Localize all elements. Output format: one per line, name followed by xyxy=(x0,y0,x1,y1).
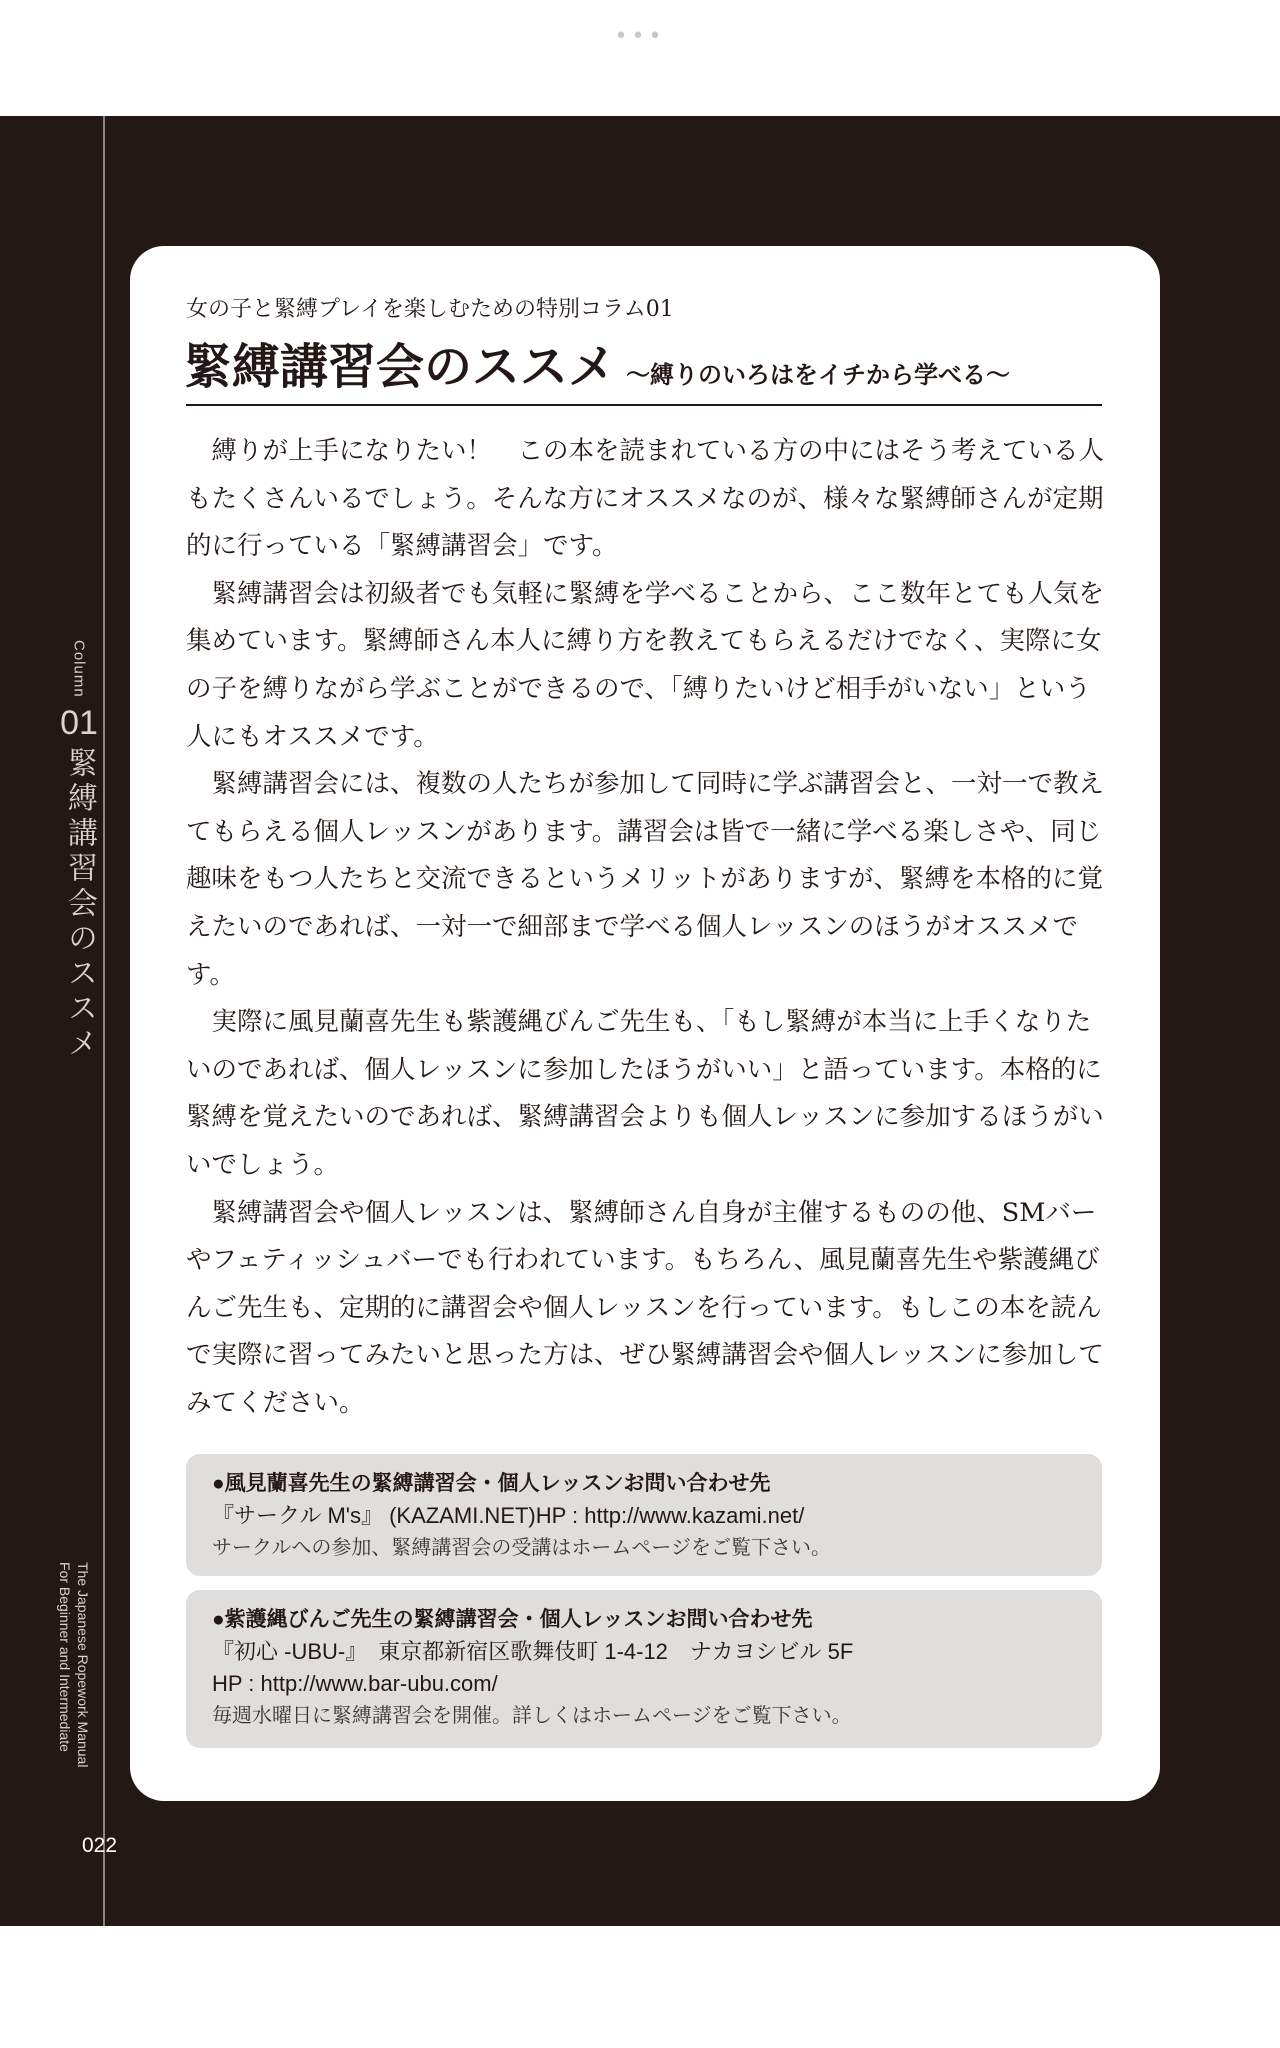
sidebar-column-label xyxy=(20,640,138,1062)
body-paragraph: 縛りが上手になりたい！ この本を読まれている方の中にはそう考えている人もたくさんいるでしょう。そんな方にオススメなのが、様々な緊縛師さんが定期的に行っている「緊縛講習会」です。 xyxy=(186,436,1105,562)
contact-box-kazami xyxy=(186,1454,1102,1576)
book-title-vertical xyxy=(34,1562,114,1767)
article-title: 緊縛講習会のススメ xyxy=(184,339,617,395)
article-subtitle: 〜縛りのいろはをイチから学べる〜 xyxy=(626,361,1011,389)
body-paragraph: 緊縛講習会や個人レッスンは、緊縛師さん自身が主催するものの他、SMバーやフェティッシュバーでも行われています。もちろん、風見蘭喜先生や紫護縄びんご先生も、定期的に講習会や個人レッスンを行っています。もしこの本を読んで実際に習ってみたいと思った方は、ぜひ緊縛講習会や個人レッスンに参加してみてください。 xyxy=(186,1197,1104,1418)
body-paragraph: 緊縛講習会には、複数の人たちが参加して同時に学ぶ講習会と、一対一で教えてもらえる個人レッスンがあります。講習会は皆で一緒に学べる楽しさや、同じ趣味をもつ人たちと交流できるというメリットがありますが、緊縛を本格的に覚えたいのであれば、一対一で細部まで学べる個人レッスンのほうがオススメです。 xyxy=(186,769,1105,990)
column-title: 緊縛講習会のススメ xyxy=(62,746,97,1062)
contact-title: ●風見蘭喜先生の緊縛講習会・個人レッスンお問い合わせ先 xyxy=(212,1472,771,1495)
contact-box-bingo xyxy=(186,1590,1102,1748)
contact-note: 毎週水曜日に緊縛講習会を開催。詳しくはホームページをご覧下さい。 xyxy=(212,1705,852,1727)
book-title-line1: The Japanese Ropework Manual xyxy=(75,1562,91,1768)
article-body xyxy=(186,428,1106,1427)
contact-note: サークルへの参加、緊縛講習会の受講はホームページをご覧下さい。 xyxy=(212,1537,831,1559)
contact-line: 『サークル M's』 (KAZAMI.NET)HP : http://www.kazami.net/ xyxy=(212,1503,805,1528)
contact-line: HP : http://www.bar-ubu.com/ xyxy=(212,1671,498,1696)
body-paragraph: 実際に風見蘭喜先生も紫護縄びんご先生も、「もし緊縛が本当に上手くなりたいのであれば、個人レッスンに参加したほうがいい」と語っています。本格的に緊縛を覚えたいのであれば、緊縛講習会よりも個人レッスンに参加するほうがいいでしょう。 xyxy=(186,1007,1104,1180)
column-number: 01 xyxy=(60,703,98,742)
headline-row xyxy=(184,328,1104,397)
contact-title: ●紫護縄びんご先生の緊縛講習会・個人レッスンお問い合わせ先 xyxy=(212,1608,813,1631)
page-indicator-dots[interactable]: ••• xyxy=(614,24,666,49)
contact-line: 『初心 -UBU-』 東京都新宿区歌舞伎町 1-4-12 ナカヨシビル 5F xyxy=(212,1639,854,1664)
book-title-line2: For Beginner and Intermediate xyxy=(57,1562,73,1752)
column-card xyxy=(130,246,1160,1801)
column-kicker: 女の子と緊縛プレイを楽しむための特別コラム01 xyxy=(186,297,674,322)
column-word: Column xyxy=(70,640,88,698)
body-paragraph: 緊縛講習会は初級者でも気軽に緊縛を学べることから、ここ数年とても人気を集めています。緊縛師さん本人に縛り方を教えてもらえるだけでなく、実際に女の子を縛りながら学ぶことができるので、「縛りたいけど相手がいない」という人にもオススメです。 xyxy=(186,578,1105,752)
title-underline xyxy=(186,404,1102,406)
page-number: 022 xyxy=(82,1834,118,1857)
